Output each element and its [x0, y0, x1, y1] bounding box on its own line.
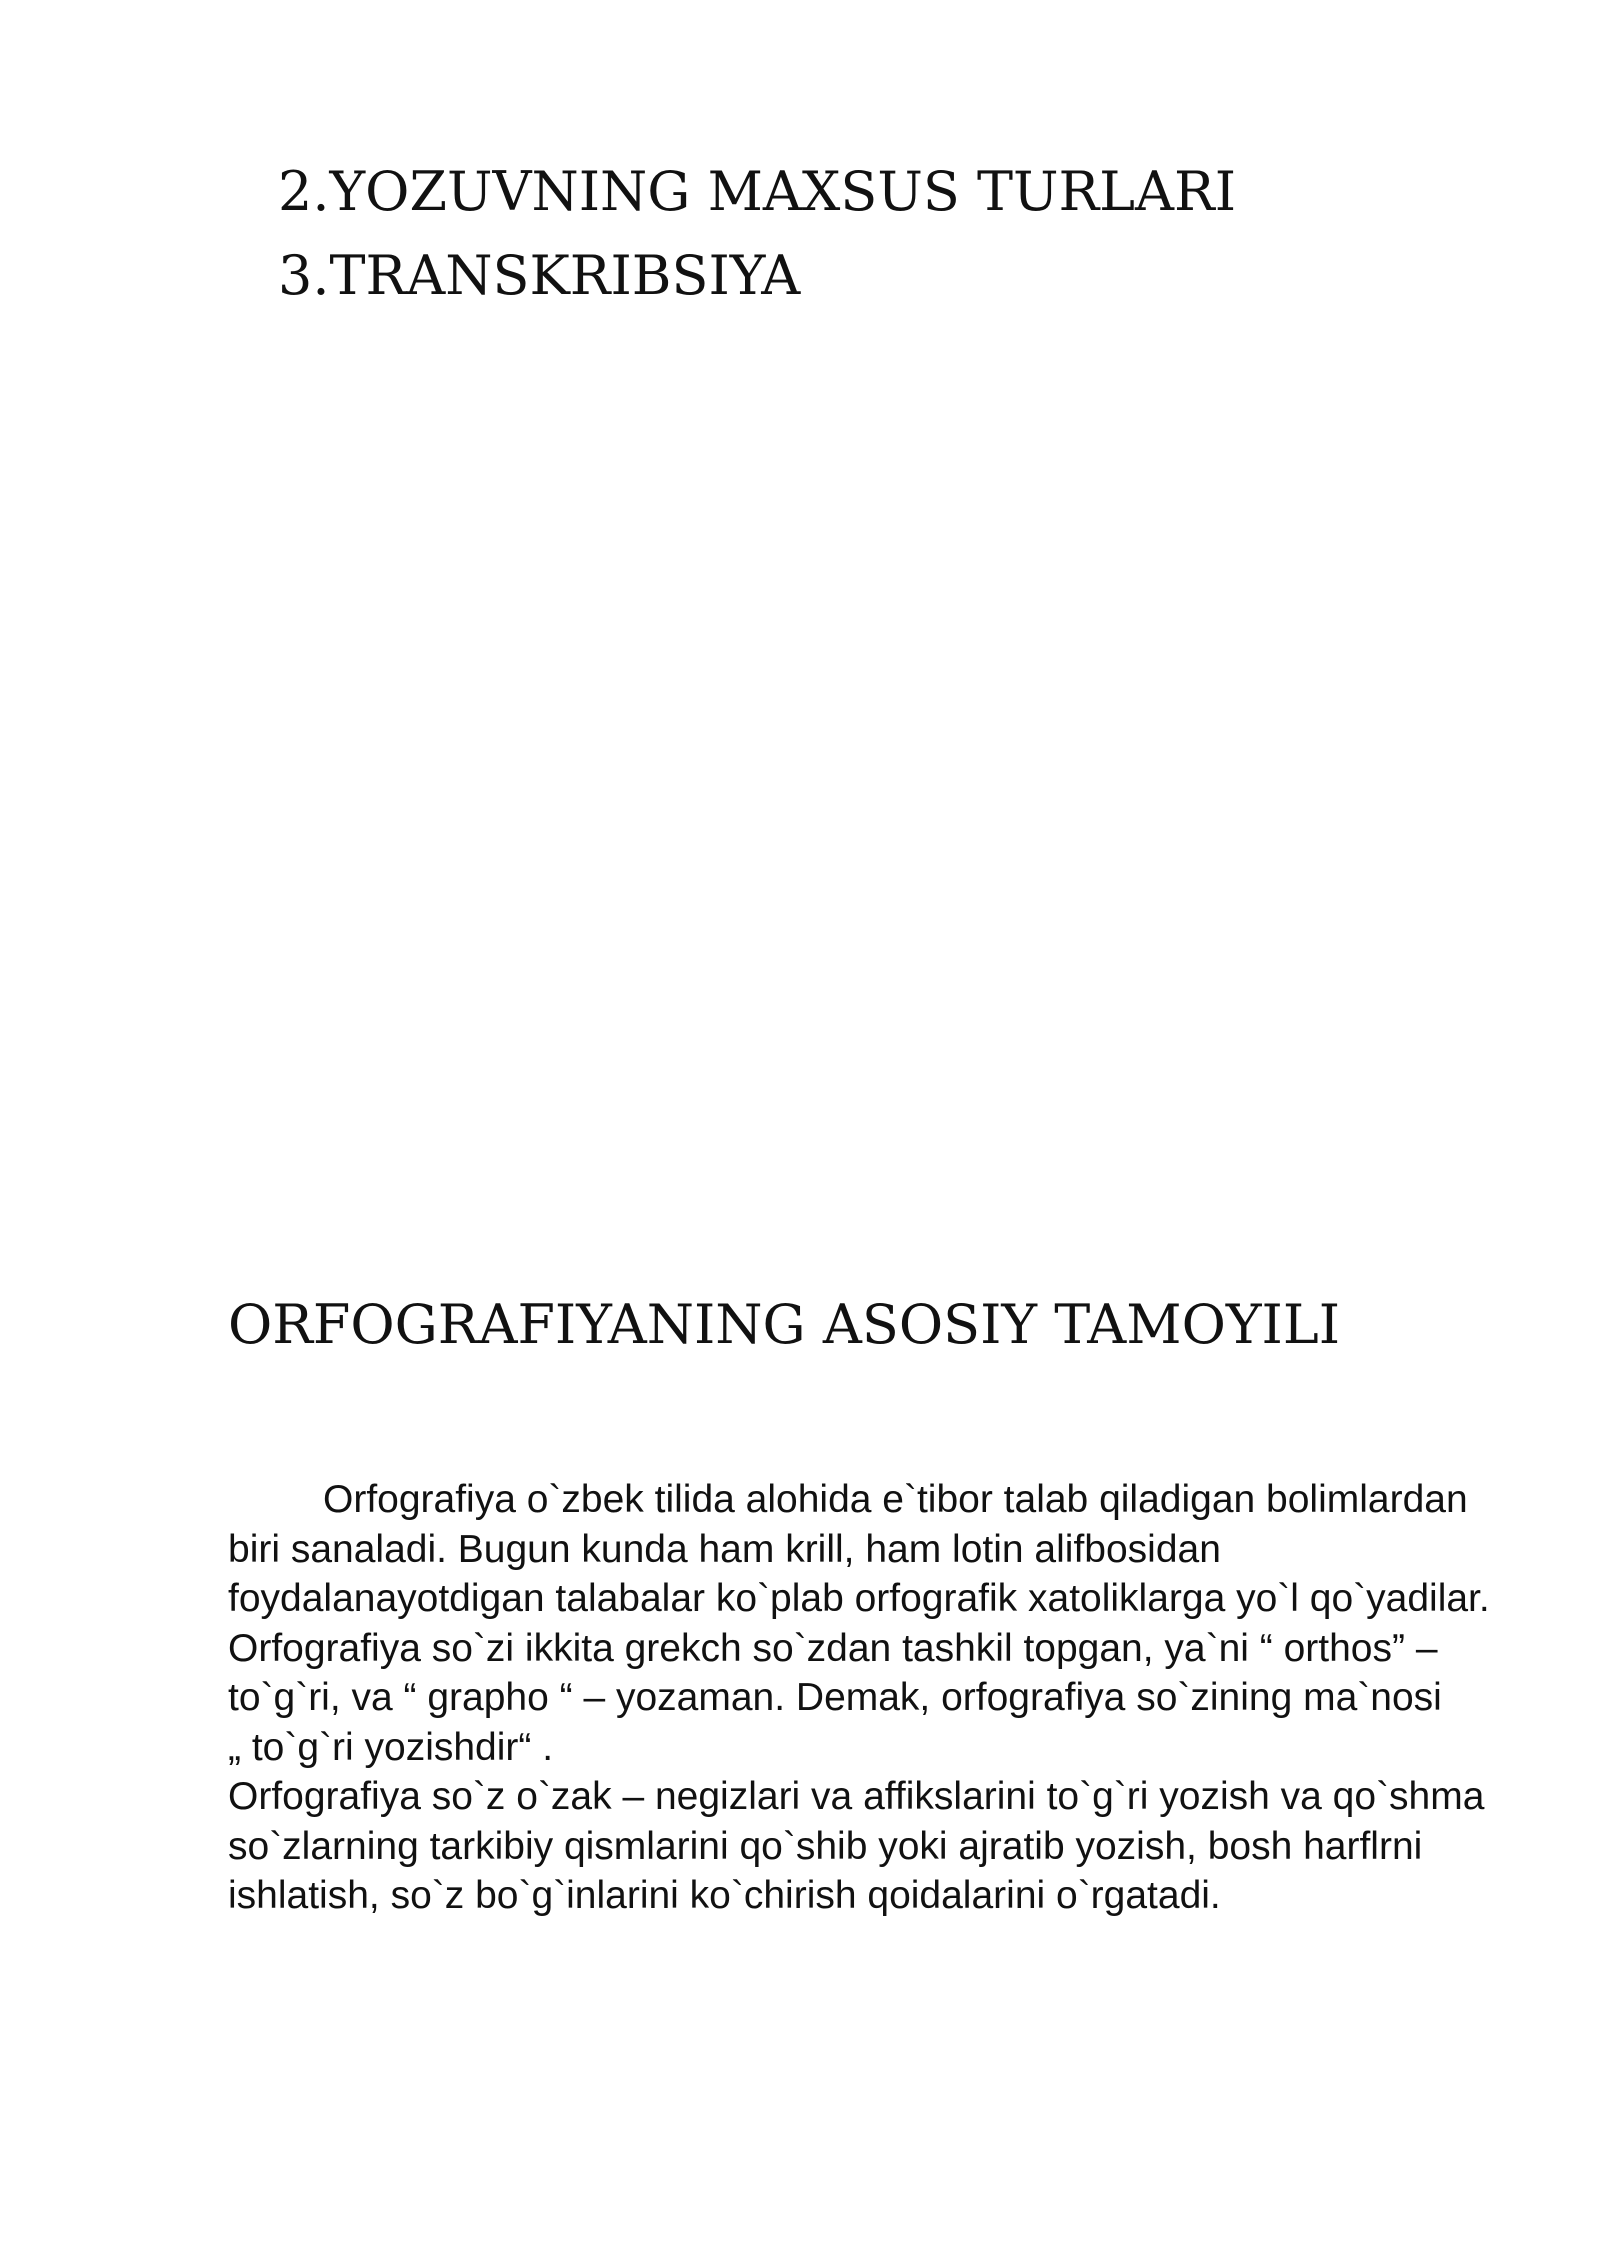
- paragraph: Orfografiya so`zi ikkita grekch so`zdan tashkil topgan, ya`ni “ orthos” – to`g`ri, va “ grapho “ – yozaman. Demak, orfografiya so`zining ma`nosi: [228, 1626, 1442, 1719]
- paragraph: Orfografiya so`z o`zak – negizlari va affikslarini to`g`ri yozish va qo`shma so`zlarning tarkibiy qismlarini qo`shib yoki ajratib yozish, bosh harflrni ishlatish, so`z bo`g`inlarini ko`chirish qoidalarini o`rgatadi.: [228, 1775, 1485, 1917]
- paragraph: „ to`g`ri yozishdir“ .: [228, 1725, 554, 1769]
- table-of-contents: [278, 150, 1236, 318]
- toc-item: 2.YOZUVNING MAXSUS TURLARI: [278, 160, 1237, 223]
- section-body: [228, 1475, 1528, 1921]
- toc-item: 3.TRANSKRIBSIYA: [278, 244, 801, 307]
- section-heading: ORFOGRAFIYANING ASOSIY TAMOYILI: [228, 1293, 1341, 1356]
- paragraph: Orfografiya o`zbek tilida alohida e`tibor talab qiladigan bolimlardan biri sanaladi. Bugun kunda ham krill, ham lotin alifbosidan foydalanayotdigan talabalar ko`plab orfografik xatoliklarga yo`l qo`yadilar.: [228, 1478, 1490, 1620]
